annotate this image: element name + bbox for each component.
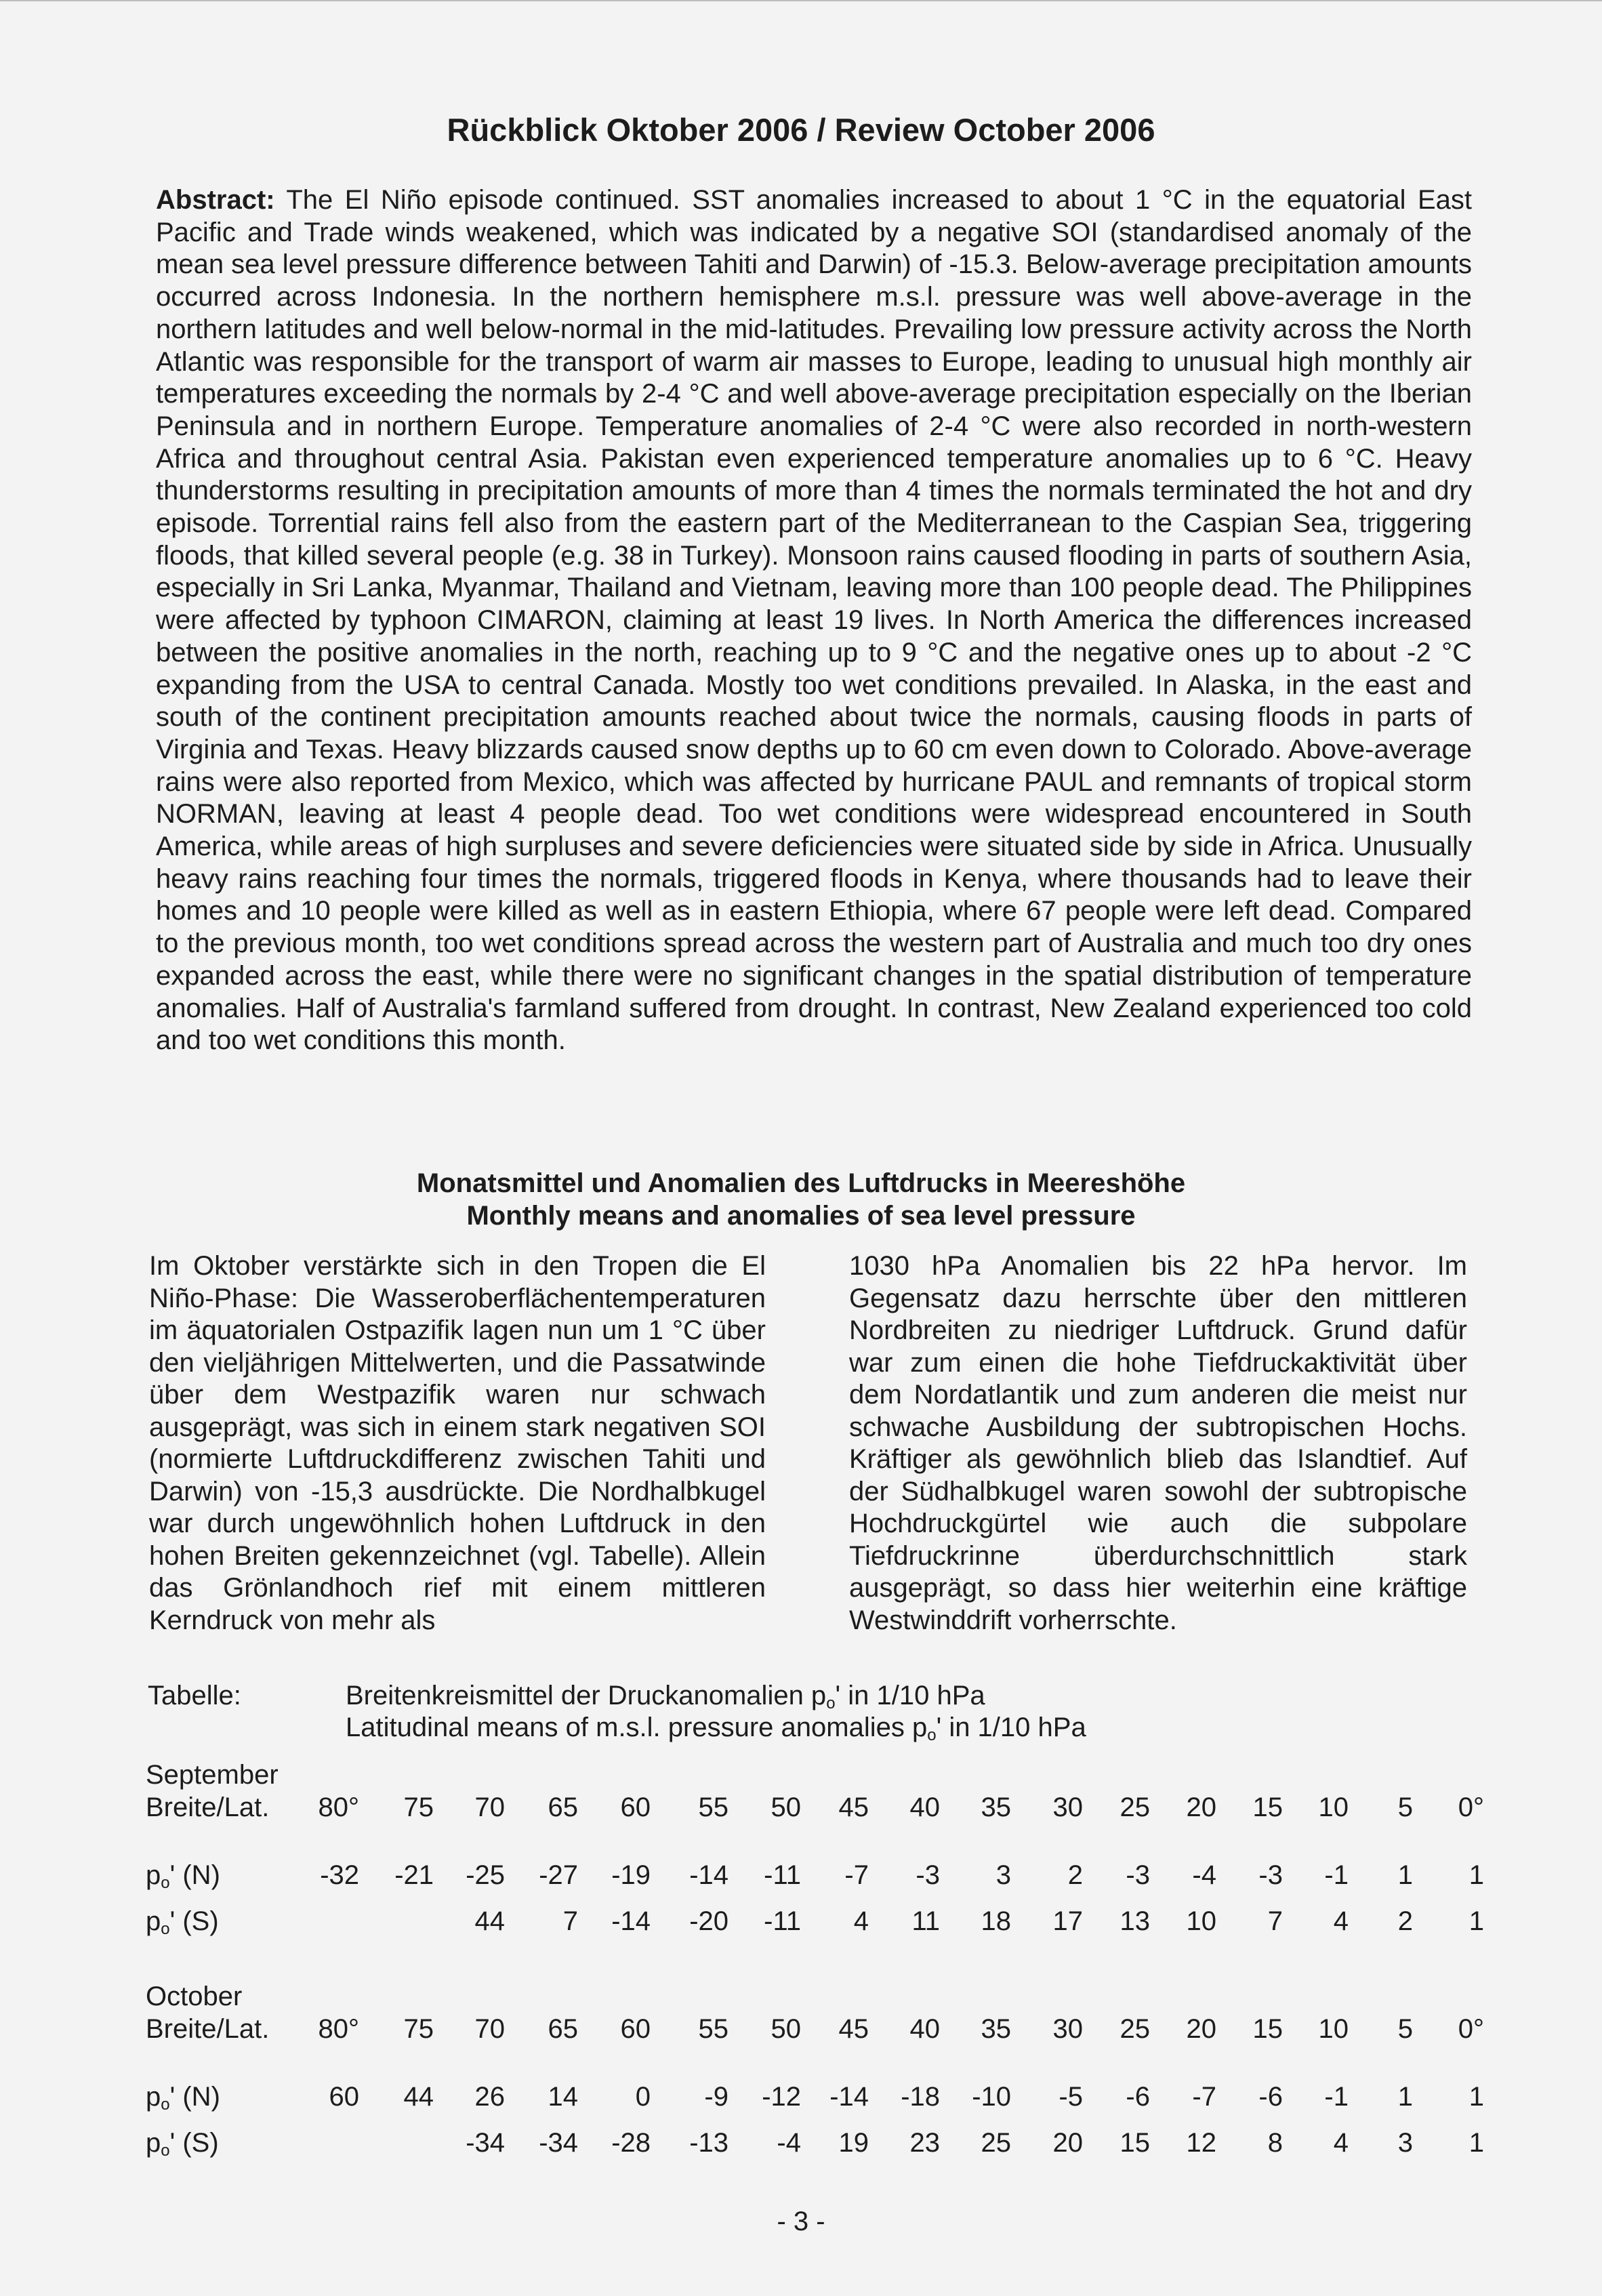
table-lat-cell: 80°: [318, 1792, 359, 1822]
table-lat-cell: 0°: [1458, 1792, 1484, 1822]
section-title-de: Monatsmittel und Anomalien des Luftdrucks in Meereshöhe: [416, 1168, 1186, 1198]
table-lat-cell: 45: [838, 2014, 869, 2044]
table-north-cell: -14: [689, 1860, 728, 1890]
text-column-left: Im Oktober verstärkte sich in den Tropen die El Niño-Phase: Die Wasseroberflächentemperaturen im äquatorialen Ostpazifik lagen nun um 1 °C über den vieljährigen Mittelwerten, und die Passatwinde über dem Westpazifik waren nur schwach ausgeprägt, was sich in einem stark negativen SOI (normierte Luftdruckdifferenz zwischen Tahiti und Darwin) von -15,3 ausdrückte. Die Nordhalbkugel war durch ungewöhnlich hohen Luftdruck in den hohen Breiten gekennzeichnet (vgl. Tabelle). Allein das Grönlandhoch rief mit einem mittleren Kerndruck von mehr als: [149, 1251, 766, 1635]
table-row-label-south: $p_o'$ (S): [146, 1906, 219, 1938]
table-north-cell: -3: [1126, 1860, 1150, 1890]
table-south-cell: -4: [777, 2128, 801, 2158]
table-north-cell: -6: [1258, 2082, 1283, 2112]
table-caption-de: Breitenkreismittel der Druckanomalien $p_o'$ in 1/10 hPa: [346, 1681, 985, 1713]
table-south-cell: 2: [1397, 1906, 1413, 1936]
table-lat-cell: 5: [1397, 1792, 1413, 1822]
table-north-cell: 60: [329, 2082, 359, 2112]
table-north-cell: -14: [829, 2082, 869, 2112]
table-lat-cell: 40: [909, 2014, 940, 2044]
table-south-cell: 17: [1052, 1906, 1083, 1936]
table-caption-en: Latitudinal means of m.s.l. pressure anomalies $p_o'$ in 1/10 hPa: [346, 1713, 1086, 1744]
table-lat-cell: 60: [620, 2014, 651, 2044]
table-north-cell: -11: [764, 1860, 801, 1890]
table-north-cell: -7: [1192, 2082, 1216, 2112]
table-north-cell: 0: [635, 2082, 651, 2112]
table-lat-cell: 55: [698, 2014, 728, 2044]
table-north-cell: -19: [611, 1860, 651, 1890]
table-row-label-north: $p_o'$ (N): [146, 2082, 220, 2114]
table-lat-cell: 15: [1252, 1792, 1283, 1822]
table-south-cell: 44: [474, 1906, 505, 1936]
table-lat-cell: 60: [620, 1792, 651, 1822]
page-title: Rückblick Oktober 2006 / Review October 2006: [447, 112, 1155, 148]
table-south-cell: -34: [539, 2128, 578, 2158]
table-lat-cell: 0°: [1458, 2014, 1484, 2044]
table-north-cell: 14: [548, 2082, 578, 2112]
table-north-cell: -10: [972, 2082, 1011, 2112]
table-south-cell: 18: [981, 1906, 1011, 1936]
table-lat-label: Breite/Lat.: [146, 2014, 270, 2044]
table-north-cell: -6: [1126, 2082, 1150, 2112]
table-south-cell: -11: [764, 1906, 801, 1936]
page-number: - 3 -: [777, 2207, 825, 2236]
table-lat-cell: 65: [548, 2014, 578, 2044]
table-south-cell: 1: [1468, 1906, 1484, 1936]
table-north-cell: 1: [1397, 1860, 1413, 1890]
table-north-cell: -3: [916, 1860, 940, 1890]
table-lat-cell: 20: [1186, 1792, 1216, 1822]
table-south-cell: 11: [911, 1906, 940, 1936]
table-north-cell: -4: [1192, 1860, 1216, 1890]
table-south-cell: -14: [611, 1906, 651, 1936]
table-lat-cell: 80°: [318, 2014, 359, 2044]
table-north-cell: -27: [539, 1860, 578, 1890]
table-lat-cell: 75: [403, 1792, 434, 1822]
text-column-right: 1030 hPa Anomalien bis 22 hPa hervor. Im Gegensatz dazu herrschte über den mittleren Nordbreiten zu niedriger Luftdruck. Grund dafür war zum einen die hohe Tiefdruckaktivität über dem Nordatlantik und zum anderen die meist nur schwache Ausbildung der subtropischen Hochs. Kräftiger als gewöhnlich blieb das Islandtief. Auf der Südhalbkugel waren sowohl der subtropische Hochdruckgürtel wie auch die subpolare Tiefdruckrinne überdurchschnittlich stark ausgeprägt, so dass hier weiterhin eine kräftige Westwinddrift vorherrschte.: [849, 1251, 1467, 1635]
table-lat-cell: 65: [548, 1792, 578, 1822]
table-lat-cell: 35: [981, 2014, 1011, 2044]
table-south-cell: -20: [689, 1906, 728, 1936]
table-row-label-north: $p_o'$ (N): [146, 1860, 220, 1892]
table-south-cell: 4: [1333, 2128, 1349, 2158]
table-month-label: September: [146, 1760, 279, 1790]
table-north-cell: -3: [1258, 1860, 1283, 1890]
table-south-cell: 12: [1186, 2128, 1216, 2158]
table-lat-cell: 40: [909, 1792, 940, 1822]
table-lat-cell: 45: [838, 1792, 869, 1822]
table-south-cell: -28: [611, 2128, 651, 2158]
table-south-cell: 19: [838, 2128, 869, 2158]
table-lat-cell: 30: [1052, 1792, 1083, 1822]
table-lat-label: Breite/Lat.: [146, 1792, 270, 1822]
table-north-cell: -18: [901, 2082, 940, 2112]
table-south-cell: 7: [562, 1906, 578, 1936]
table-lat-cell: 35: [981, 1792, 1011, 1822]
section-title-en: Monthly means and anomalies of sea level pressure: [466, 1201, 1136, 1231]
table-north-cell: -25: [466, 1860, 505, 1890]
table-lat-cell: 25: [1120, 1792, 1150, 1822]
table-north-cell: -1: [1324, 2082, 1349, 2112]
table-south-cell: 20: [1052, 2128, 1083, 2158]
table-row-label-south: $p_o'$ (S): [146, 2128, 219, 2160]
table-north-cell: -32: [320, 1860, 359, 1890]
table-north-cell: 1: [1468, 2082, 1484, 2112]
table-south-cell: 10: [1186, 1906, 1216, 1936]
table-north-cell: 44: [403, 2082, 434, 2112]
table-lat-cell: 50: [771, 2014, 801, 2044]
table-north-cell: -9: [704, 2082, 728, 2112]
table-south-cell: 8: [1267, 2128, 1283, 2158]
table-month-label: October: [146, 1982, 243, 2011]
abstract-text: The El Niño episode continued. SST anomalies increased to about 1 °C in the equatorial East Pacific and Trade winds weakened, which was indicated by a negative SOI (standardised anomaly of the mean sea level pressure difference between Tahiti and Darwin) of -15.3. Below-average precipitation amounts occurred across Indonesia. In the northern hemisphere m.s.l. pressure was well above-average in the northern latitudes and well below-normal in the mid-latitudes. Prevailing low pressure activity across the North Atlantic was responsible for the transport of warm air masses to Europe, leading to unusual high monthly air temperatures exceeding the normals by 2-4 °C and well above-average precipitation especially on the Iberian Peninsula and in northern Europe. Temperature anomalies of 2-4 °C were also recorded in north-western Africa and throughout central Asia. Pakistan even experienced temperature anomalies up to 6 °C. Heavy thunderstorms resulting in precipitation amounts of more than 4 times the normals terminated the hot and dry episode. Torrential rains fell also from the eastern part of the Mediterranean to the Caspian Sea, triggering floods, that killed several people (e.g. 38 in Turkey). Monsoon rains caused flooding in parts of southern Asia, especially in Sri Lanka, Myanmar, Thailand and Vietnam, leaving more than 100 people dead. The Philippines were affected by typhoon CIMARON, claiming at least 19 lives. In North America the differences increased between the positive anomalies in the north, reaching up to 9 °C and the negative ones up to about -2 °C expanding from the USA to central Canada. Mostly too wet conditions prevailed. In Alaska, in the east and south of the continent precipitation amounts reached about twice the normals, causing floods in parts of Virginia and Texas. Heavy blizzards caused snow depths up to 60 cm even down to Colorado. Above-average rains were also reported from Mexico, which was affected by hurricane PAUL and remnants of tropical storm NORMAN, leaving at least 4 people dead. Too wet conditions were widespread encountered in South America, while areas of high surpluses and severe deficiencies were situated side by side in Africa. Unusually heavy rains reaching four times the normals, triggered floods in Kenya, where thousands had to leave their homes and 10 people were killed as well as in eastern Ethiopia, where 67 people were left dead. Compared to the previous month, too wet conditions spread across the western part of Australia and much too dry ones expanded across the east, while there were no significant changes in the spatial distribution of temperature anomalies. Half of Australia's farmland suffered from drought. In contrast, New Zealand experienced too cold and too wet conditions this month.: [156, 185, 1472, 1056]
table-north-cell: -21: [394, 1860, 434, 1890]
table-lat-cell: 70: [474, 2014, 505, 2044]
table-north-cell: 1: [1468, 1860, 1484, 1890]
table-lat-cell: 50: [771, 1792, 801, 1822]
table-lat-cell: 15: [1252, 2014, 1283, 2044]
section-title: [0, 1167, 1602, 1232]
page-top-border: [0, 0, 1602, 1]
table-north-cell: -7: [844, 1860, 869, 1890]
table-north-cell: 26: [474, 2082, 505, 2112]
table-north-cell: -12: [762, 2082, 801, 2112]
table-lat-cell: 10: [1318, 2014, 1349, 2044]
table-label: Tabelle:: [148, 1681, 241, 1710]
table-lat-cell: 30: [1052, 2014, 1083, 2044]
table-north-cell: 1: [1397, 2082, 1413, 2112]
table-lat-cell: 70: [474, 1792, 505, 1822]
abstract-label: Abstract:: [156, 185, 275, 215]
table-south-cell: 7: [1267, 1906, 1283, 1936]
table-north-cell: 3: [995, 1860, 1011, 1890]
table-lat-cell: 20: [1186, 2014, 1216, 2044]
table-lat-cell: 25: [1120, 2014, 1150, 2044]
table-lat-cell: 10: [1318, 1792, 1349, 1822]
table-north-cell: -1: [1324, 1860, 1349, 1890]
table-south-cell: 1: [1468, 2128, 1484, 2158]
table-south-cell: 4: [853, 1906, 869, 1936]
table-south-cell: 4: [1333, 1906, 1349, 1936]
table-north-cell: 2: [1067, 1860, 1083, 1890]
table-lat-cell: 75: [403, 2014, 434, 2044]
table-south-cell: 3: [1397, 2128, 1413, 2158]
table-lat-cell: 55: [698, 1792, 728, 1822]
table-south-cell: 13: [1120, 1906, 1150, 1936]
table-south-cell: 25: [981, 2128, 1011, 2158]
table-lat-cell: 5: [1397, 2014, 1413, 2044]
table-north-cell: -5: [1059, 2082, 1083, 2112]
table-south-cell: 15: [1120, 2128, 1150, 2158]
table-south-cell: -13: [689, 2128, 728, 2158]
table-south-cell: 23: [909, 2128, 940, 2158]
table-south-cell: -34: [466, 2128, 505, 2158]
abstract-paragraph: [156, 184, 1472, 1057]
